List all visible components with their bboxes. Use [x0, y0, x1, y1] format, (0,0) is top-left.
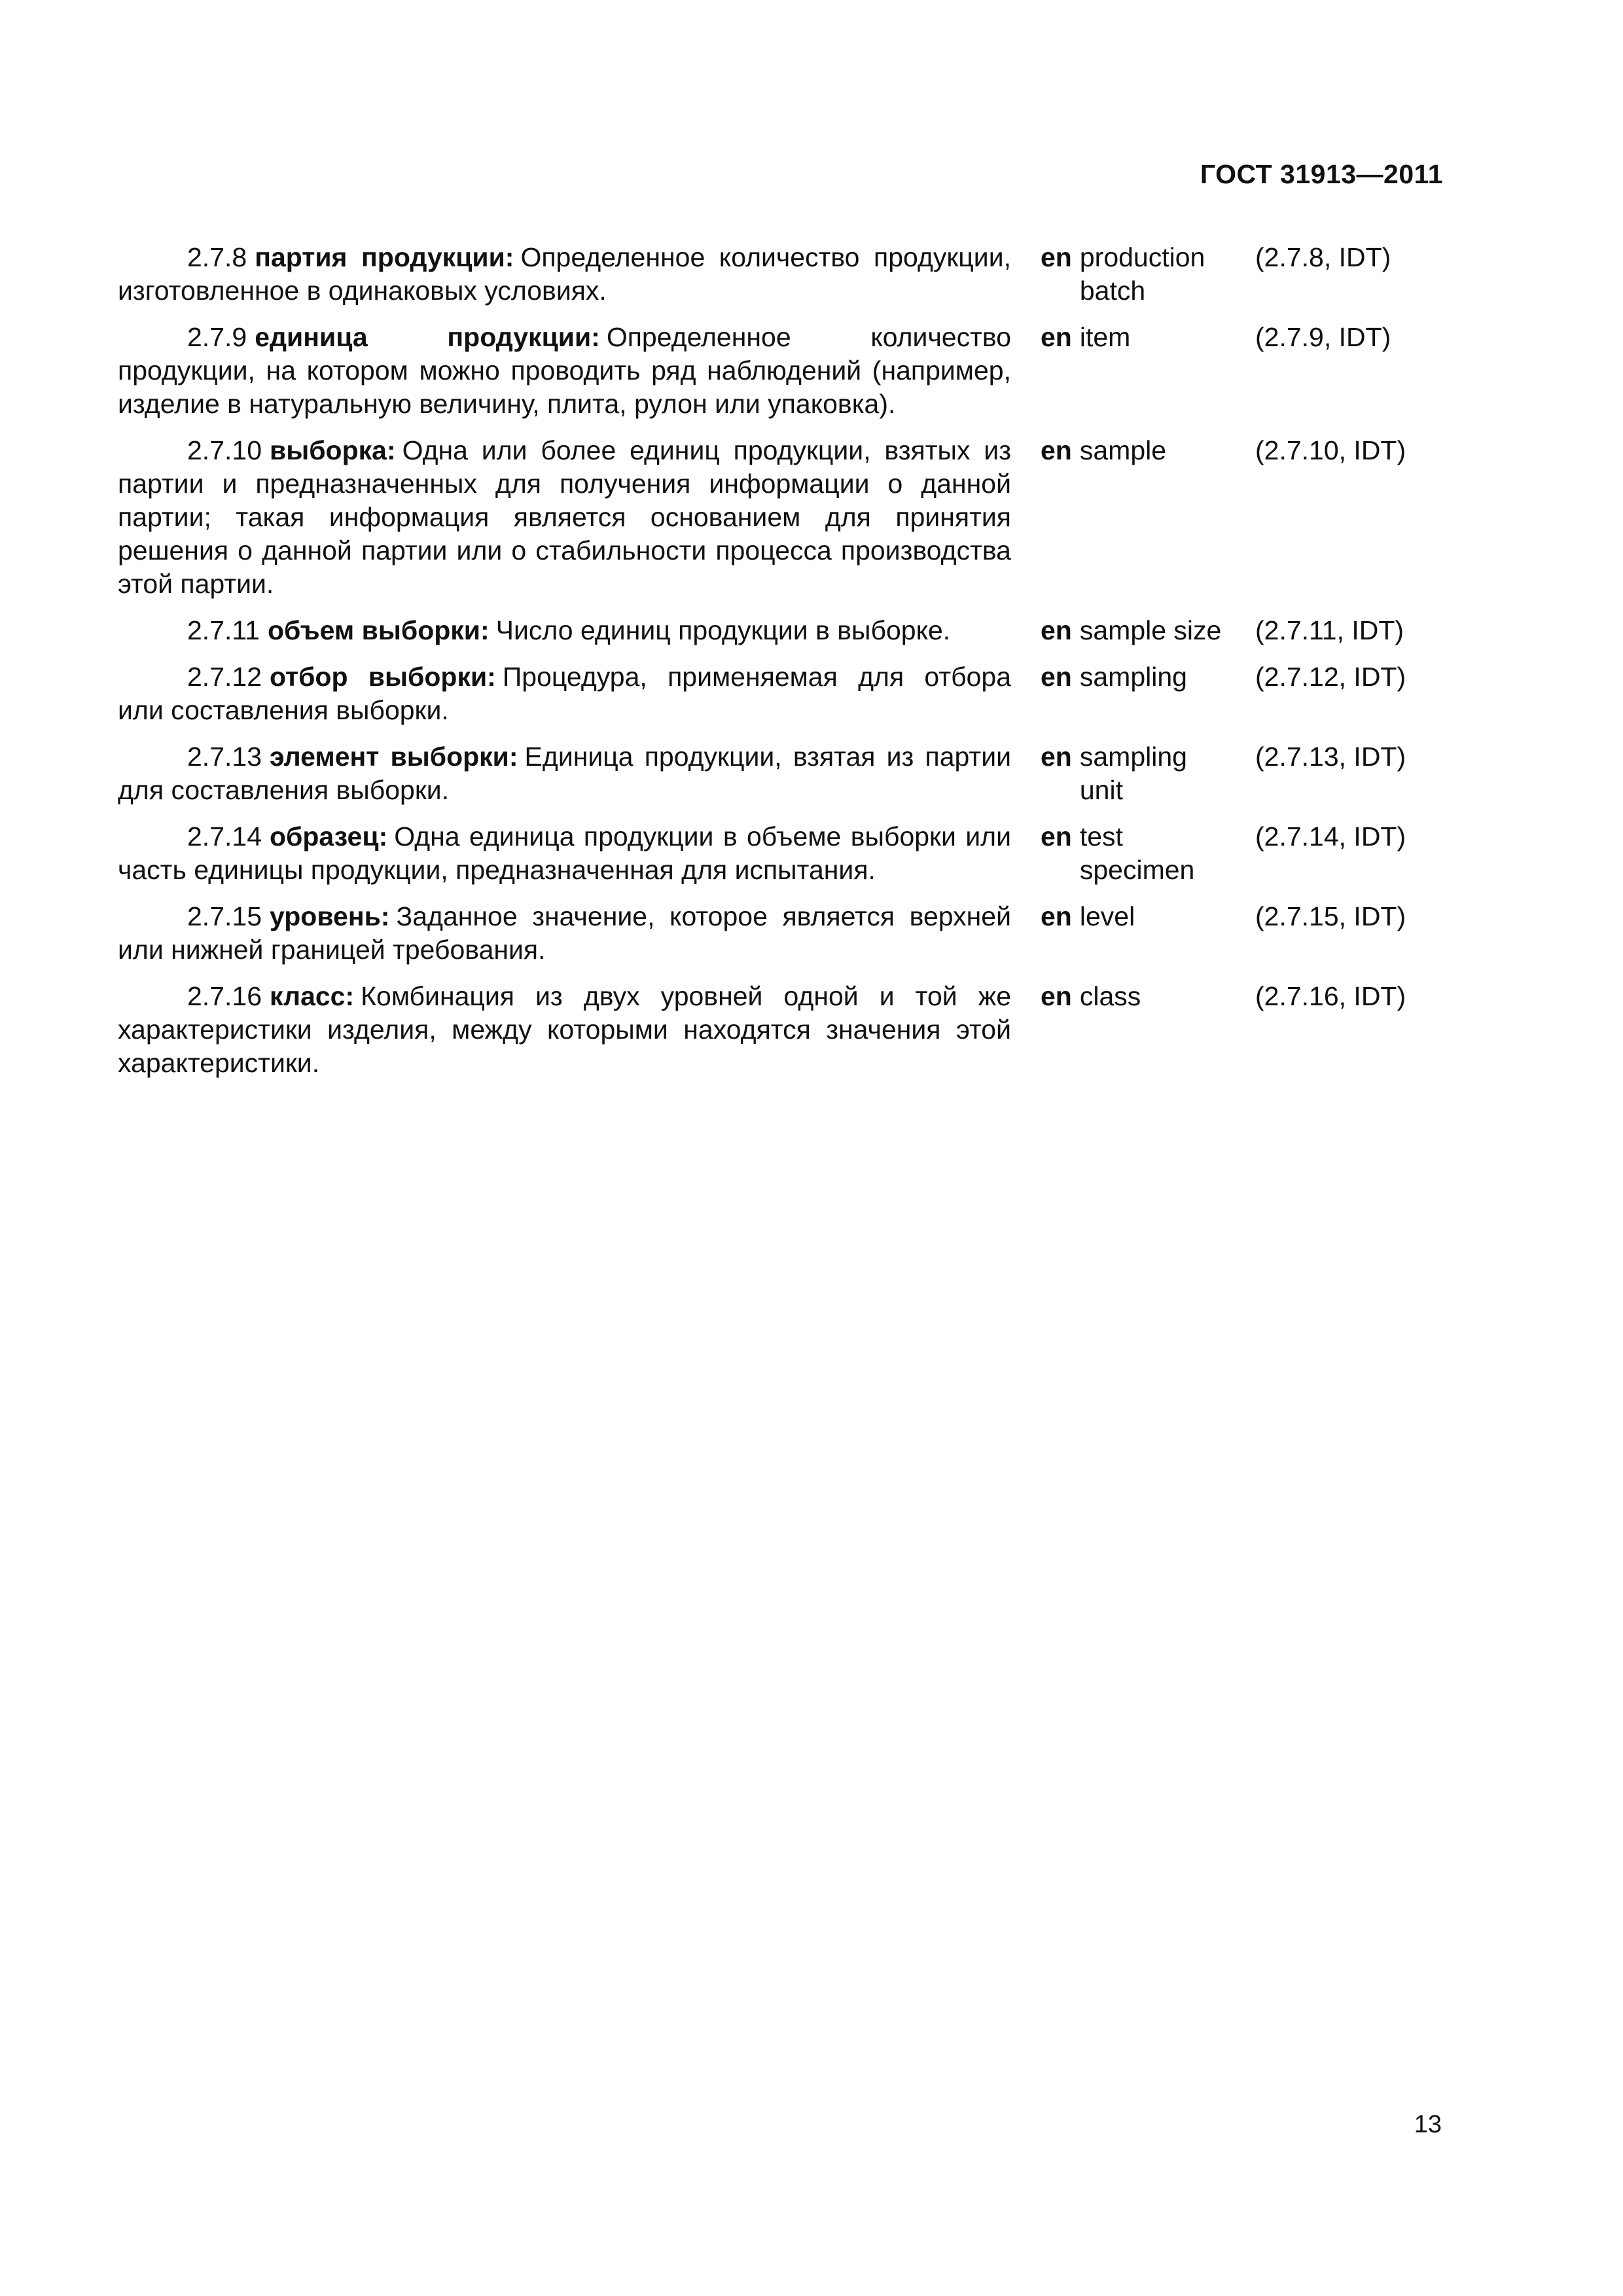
term-definition: Комбинация из двух уровней одной и той же характеристики изделия, между которыми находятся значения этой характеристики.	[118, 981, 1011, 1078]
term-entry	[118, 321, 1440, 421]
term-text	[118, 900, 1011, 967]
term-number: 2.7.9	[187, 322, 247, 352]
term-text	[118, 820, 1011, 887]
term-reference: (2.7.12, IDT)	[1255, 662, 1406, 692]
term-english-equivalent	[1041, 980, 1230, 1013]
english-term-line: class	[1079, 981, 1141, 1011]
term-reference: (2.7.13, IDT)	[1255, 742, 1406, 772]
language-code: en	[1041, 981, 1072, 1011]
term-name: единица продукции:	[255, 322, 600, 352]
term-name: класс:	[270, 981, 355, 1011]
language-code: en	[1041, 821, 1072, 852]
english-term-line: batch	[1079, 276, 1146, 306]
term-entry	[118, 241, 1440, 308]
term-definition: Одна единица продукции в объеме выборки или часть единицы продукции, предназначенная для испытания.	[118, 821, 1011, 885]
term-name: отбор выборки:	[270, 662, 496, 692]
term-text	[118, 980, 1011, 1080]
term-text	[118, 434, 1011, 601]
term-english-equivalent	[1041, 614, 1230, 647]
term-name: элемент выборки:	[270, 742, 518, 772]
standard-designation: ГОСТ 31913—2011	[1200, 159, 1443, 189]
term-entry	[118, 740, 1440, 807]
terms-list	[118, 241, 1440, 1093]
term-definition: Заданное значение, которое является верхней или нижней границей требования.	[118, 901, 1011, 965]
term-entry	[118, 980, 1440, 1080]
english-term-line: specimen	[1079, 855, 1195, 885]
term-name: выборка:	[270, 435, 396, 465]
term-definition: Определенное количество продукции, изготовленное в одинаковых условиях.	[118, 242, 1011, 306]
term-reference: (2.7.15, IDT)	[1255, 901, 1406, 931]
term-name: образец:	[270, 821, 388, 852]
term-definition: Определенное количество продукции, на котором можно проводить ряд наблюдений (например, изделие в натуральную величину, плита, рулон или упаковка).	[118, 322, 1012, 419]
term-number: 2.7.8	[187, 242, 247, 272]
term-definition: Процедура, применяемая для отбора или составления выборки.	[118, 662, 1012, 725]
term-definition: Одна или более единиц продукции, взятых из партии и предназначенных для получения информации о данной партии; такая информация является основанием для принятия решения о данной партии или о стабильности процесса производства этой партии.	[118, 435, 1011, 599]
language-code: en	[1041, 742, 1072, 772]
term-number: 2.7.14	[187, 821, 262, 852]
term-entry	[118, 660, 1440, 727]
term-number: 2.7.15	[187, 901, 262, 931]
language-code: en	[1041, 901, 1072, 931]
term-entry	[118, 820, 1440, 887]
term-english-equivalent	[1041, 820, 1230, 887]
term-english-equivalent	[1041, 900, 1230, 933]
language-code: en	[1041, 615, 1072, 645]
term-reference: (2.7.16, IDT)	[1255, 981, 1406, 1011]
term-reference: (2.7.9, IDT)	[1255, 322, 1391, 352]
term-entry	[118, 900, 1440, 967]
term-reference: (2.7.8, IDT)	[1255, 242, 1391, 272]
term-name: объем выборки:	[267, 615, 490, 645]
term-reference: (2.7.10, IDT)	[1255, 435, 1406, 465]
term-number: 2.7.10	[187, 435, 262, 465]
term-definition: Единица продукции, взятая из партии для составления выборки.	[118, 742, 1012, 805]
term-definition: Число единиц продукции в выборке.	[495, 615, 951, 645]
english-term-line: item	[1079, 322, 1131, 352]
term-name: уровень:	[270, 901, 390, 931]
term-english-equivalent	[1041, 434, 1230, 467]
term-text	[118, 321, 1011, 421]
term-number: 2.7.16	[187, 981, 262, 1011]
term-text	[118, 241, 1011, 308]
term-text	[118, 660, 1011, 727]
term-name: партия продукции:	[255, 242, 514, 272]
english-term-line: sampling	[1079, 662, 1187, 692]
term-number: 2.7.11	[187, 615, 260, 645]
term-reference: (2.7.11, IDT)	[1255, 615, 1404, 645]
term-english-equivalent	[1041, 740, 1230, 807]
english-term-line: unit	[1079, 775, 1123, 805]
term-reference: (2.7.14, IDT)	[1255, 821, 1406, 852]
language-code: en	[1041, 322, 1072, 352]
english-term-line: level	[1079, 901, 1135, 931]
term-english-equivalent	[1041, 241, 1230, 308]
page-number: 13	[1414, 2111, 1442, 2138]
language-code: en	[1041, 435, 1072, 465]
english-term-line: sample size	[1079, 615, 1222, 645]
term-text	[118, 614, 1011, 647]
term-english-equivalent	[1041, 321, 1230, 354]
language-code: en	[1041, 662, 1072, 692]
english-term-line: test	[1079, 821, 1123, 852]
english-term-line: sample	[1079, 435, 1167, 465]
term-entry	[118, 614, 1440, 647]
term-number: 2.7.12	[187, 662, 262, 692]
term-entry	[118, 434, 1440, 601]
term-number: 2.7.13	[187, 742, 262, 772]
term-english-equivalent	[1041, 660, 1230, 694]
english-term-line: sampling	[1079, 742, 1187, 772]
english-term-line: production	[1079, 242, 1205, 272]
term-text	[118, 740, 1011, 807]
language-code: en	[1041, 242, 1072, 272]
